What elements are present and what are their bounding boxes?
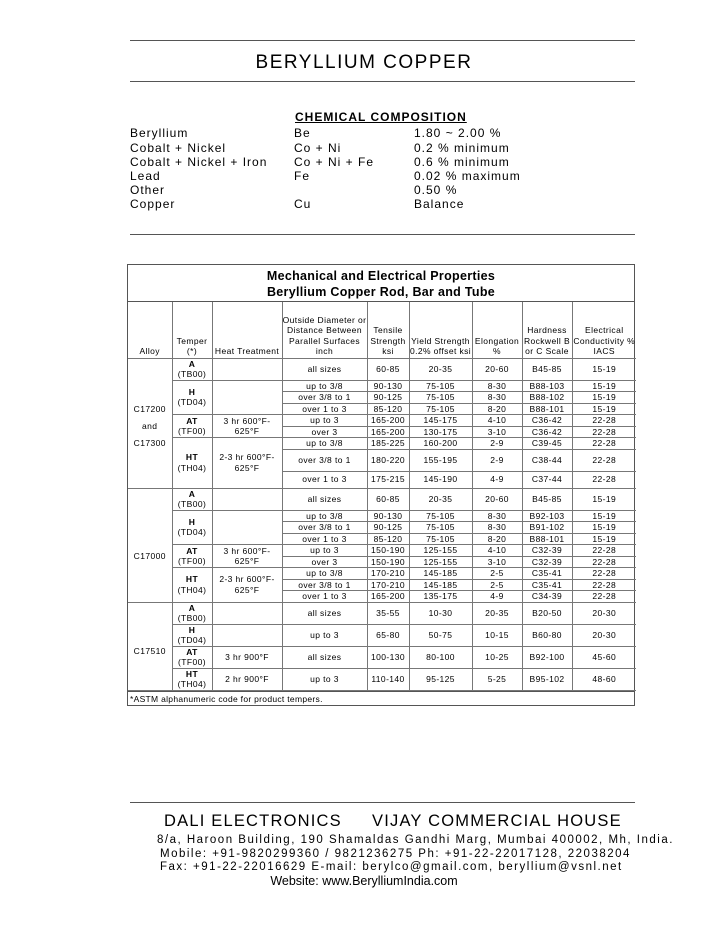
chem-element: Lead bbox=[130, 169, 161, 183]
chem-value: Balance bbox=[414, 197, 465, 211]
size-cell: all sizes bbox=[282, 602, 367, 624]
chem-symbol: Cu bbox=[294, 197, 312, 211]
alloy-label: and bbox=[128, 415, 172, 438]
alloy-cell bbox=[128, 579, 172, 591]
heat-cell: 2-3 hr 600°F-625°F bbox=[212, 438, 282, 489]
temper-cell bbox=[172, 510, 212, 545]
elongation-cell: 4-9 bbox=[472, 471, 522, 488]
hardness-cell: B45-85 bbox=[522, 358, 572, 380]
size-cell: all sizes bbox=[282, 358, 367, 380]
website-line: Website: www.BerylliumIndia.com bbox=[270, 874, 458, 888]
size-cell: up to 3 bbox=[282, 668, 367, 690]
tensile-cell: 85-120 bbox=[367, 403, 409, 415]
chem-element: Other bbox=[130, 183, 166, 197]
elongation-cell: 20-35 bbox=[472, 602, 522, 624]
chem-symbol: Co + Ni + Fe bbox=[294, 155, 375, 169]
size-cell: over 3 bbox=[282, 426, 367, 438]
temper-code: AT bbox=[186, 415, 198, 426]
table-row bbox=[128, 438, 636, 450]
yield-cell: 155-195 bbox=[409, 449, 472, 471]
elongation-cell: 8-20 bbox=[472, 403, 522, 415]
temper-astm: (TD04) bbox=[177, 635, 207, 645]
conductivity-cell: 15-19 bbox=[572, 533, 636, 545]
temper-cell bbox=[172, 646, 212, 668]
yield-cell: 20-35 bbox=[409, 358, 472, 380]
mechanical-title-line1: Mechanical and Electrical Properties bbox=[266, 269, 496, 283]
table-row bbox=[128, 358, 636, 380]
heat-cell: 3 hr 900°F bbox=[212, 646, 282, 668]
elongation-cell: 8-30 bbox=[472, 522, 522, 534]
table-row bbox=[128, 568, 636, 580]
temper-code: A bbox=[188, 358, 196, 369]
tensile-cell: 85-120 bbox=[367, 533, 409, 545]
chem-value: 0.50 % bbox=[414, 183, 458, 197]
table-footnote: *ASTM alphanumeric code for product tempers. bbox=[128, 691, 634, 705]
temper-astm: (TD04) bbox=[177, 397, 207, 408]
col-alloy: Alloy bbox=[128, 302, 172, 358]
conductivity-cell: 20-30 bbox=[572, 624, 636, 646]
chem-symbol: Be bbox=[294, 126, 311, 140]
temper-code: HT bbox=[185, 452, 199, 463]
elongation-cell: 8-30 bbox=[472, 392, 522, 404]
yield-cell: 20-35 bbox=[409, 488, 472, 510]
tensile-cell: 180-220 bbox=[367, 449, 409, 471]
yield-cell: 145-185 bbox=[409, 568, 472, 580]
hardness-cell: B88-102 bbox=[522, 392, 572, 404]
hardness-cell: C36-42 bbox=[522, 426, 572, 438]
conductivity-cell: 22-28 bbox=[572, 415, 636, 427]
hardness-cell: B88-101 bbox=[522, 403, 572, 415]
hardness-cell: B92-100 bbox=[522, 646, 572, 668]
elongation-cell: 4-10 bbox=[472, 545, 522, 557]
temper-astm: (TB00) bbox=[177, 613, 207, 623]
hardness-cell: B95-102 bbox=[522, 668, 572, 690]
size-cell: over 1 to 3 bbox=[282, 591, 367, 603]
heat-cell bbox=[212, 510, 282, 545]
heat-cell: 2-3 hr 600°F-625°F bbox=[212, 568, 282, 603]
col-tensile: Tensile Strength ksi bbox=[367, 302, 409, 358]
size-cell: up to 3/8 bbox=[282, 380, 367, 392]
yield-cell: 135-175 bbox=[409, 591, 472, 603]
tensile-cell: 150-190 bbox=[367, 556, 409, 568]
heat-cell bbox=[212, 358, 282, 380]
temper-cell bbox=[172, 602, 212, 624]
tensile-cell: 185-225 bbox=[367, 438, 409, 450]
temper-cell bbox=[172, 668, 212, 690]
chem-value: 0.2 % minimum bbox=[414, 141, 510, 155]
chemical-bottom-rule bbox=[130, 234, 635, 235]
elongation-cell: 20-60 bbox=[472, 358, 522, 380]
temper-cell bbox=[172, 380, 212, 415]
conductivity-cell: 22-28 bbox=[572, 545, 636, 557]
conductivity-cell: 20-30 bbox=[572, 602, 636, 624]
yield-cell: 75-105 bbox=[409, 522, 472, 534]
alloy-cell bbox=[128, 602, 172, 624]
tensile-cell: 60-85 bbox=[367, 358, 409, 380]
address-line: 8/a, Haroon Building, 190 Shamaldas Gandhi Marg, Mumbai 400002, Mh, India. bbox=[157, 834, 674, 846]
temper-astm: (TD04) bbox=[177, 527, 207, 538]
chem-element: Copper bbox=[130, 197, 176, 211]
size-cell: over 1 to 3 bbox=[282, 403, 367, 415]
temper-astm: (TH04) bbox=[177, 584, 207, 595]
hardness-cell: C35-41 bbox=[522, 568, 572, 580]
hardness-cell: B88-103 bbox=[522, 380, 572, 392]
conductivity-cell: 22-28 bbox=[572, 471, 636, 488]
temper-cell bbox=[172, 358, 212, 380]
temper-code: H bbox=[188, 386, 196, 397]
size-cell: over 3/8 to 1 bbox=[282, 449, 367, 471]
title-rule bbox=[130, 81, 635, 82]
temper-code: AT bbox=[186, 545, 198, 556]
yield-cell: 160-200 bbox=[409, 438, 472, 450]
elongation-cell: 4-10 bbox=[472, 415, 522, 427]
conductivity-cell: 15-19 bbox=[572, 403, 636, 415]
conductivity-cell: 15-19 bbox=[572, 522, 636, 534]
conductivity-cell: 15-19 bbox=[572, 488, 636, 510]
col-yield: Yield Strength 0.2% offset ksi bbox=[409, 302, 472, 358]
table-header-row bbox=[128, 302, 636, 358]
size-cell: over 1 to 3 bbox=[282, 533, 367, 545]
yield-cell: 50-75 bbox=[409, 624, 472, 646]
elongation-cell: 5-25 bbox=[472, 668, 522, 690]
tensile-cell: 170-210 bbox=[367, 568, 409, 580]
size-cell: over 3/8 to 1 bbox=[282, 579, 367, 591]
hardness-cell: C35-41 bbox=[522, 579, 572, 591]
phone-line: Mobile: +91-9820299360 / 9821236275 Ph: +91-22-22017128, 22038204 bbox=[160, 848, 631, 860]
table-row bbox=[128, 510, 636, 522]
size-cell: up to 3 bbox=[282, 545, 367, 557]
temper-cell bbox=[172, 438, 212, 489]
elongation-cell: 20-60 bbox=[472, 488, 522, 510]
conductivity-cell: 22-28 bbox=[572, 426, 636, 438]
chem-element: Cobalt + Nickel + Iron bbox=[130, 155, 268, 169]
table-row bbox=[128, 415, 636, 427]
elongation-cell: 8-20 bbox=[472, 533, 522, 545]
yield-cell: 145-185 bbox=[409, 579, 472, 591]
alloy-cell bbox=[128, 488, 172, 510]
size-cell: up to 3 bbox=[282, 624, 367, 646]
alloy-cell bbox=[128, 568, 172, 580]
alloy-cell bbox=[128, 449, 172, 471]
chem-value: 0.02 % maximum bbox=[414, 169, 521, 183]
yield-cell: 125-155 bbox=[409, 556, 472, 568]
page-title: BERYLLIUM COPPER bbox=[255, 52, 473, 73]
yield-cell: 75-105 bbox=[409, 392, 472, 404]
tensile-cell: 170-210 bbox=[367, 579, 409, 591]
conductivity-cell: 22-28 bbox=[572, 556, 636, 568]
conductivity-cell: 22-28 bbox=[572, 579, 636, 591]
temper-cell bbox=[172, 488, 212, 510]
conductivity-cell: 22-28 bbox=[572, 438, 636, 450]
elongation-cell: 2-5 bbox=[472, 568, 522, 580]
alloy-cell bbox=[128, 522, 172, 534]
temper-cell bbox=[172, 545, 212, 568]
chem-value: 0.6 % minimum bbox=[414, 155, 510, 169]
alloy-cell bbox=[128, 510, 172, 522]
hardness-cell: C36-42 bbox=[522, 415, 572, 427]
conductivity-cell: 22-28 bbox=[572, 568, 636, 580]
size-cell: up to 3 bbox=[282, 415, 367, 427]
alloy-cell bbox=[128, 533, 172, 545]
temper-code: A bbox=[188, 488, 196, 499]
col-elongation: Elongation % bbox=[472, 302, 522, 358]
table-row bbox=[128, 668, 636, 690]
elongation-cell: 8-30 bbox=[472, 510, 522, 522]
elongation-cell: 2-9 bbox=[472, 438, 522, 450]
temper-code: HT bbox=[185, 668, 199, 679]
alloy-cell bbox=[128, 471, 172, 488]
size-cell: up to 3/8 bbox=[282, 568, 367, 580]
yield-cell: 10-30 bbox=[409, 602, 472, 624]
alloy-cell bbox=[128, 668, 172, 690]
table-row bbox=[128, 380, 636, 392]
hardness-cell: C32-39 bbox=[522, 556, 572, 568]
yield-cell: 130-175 bbox=[409, 426, 472, 438]
chem-symbol: Co + Ni bbox=[294, 141, 342, 155]
elongation-cell: 10-15 bbox=[472, 624, 522, 646]
temper-astm: (TF00) bbox=[178, 556, 206, 566]
chem-element: Beryllium bbox=[130, 126, 189, 140]
tensile-cell: 165-200 bbox=[367, 591, 409, 603]
elongation-cell: 3-10 bbox=[472, 556, 522, 568]
tensile-cell: 65-80 bbox=[367, 624, 409, 646]
tensile-cell: 165-200 bbox=[367, 426, 409, 438]
yield-cell: 75-105 bbox=[409, 403, 472, 415]
tensile-cell: 150-190 bbox=[367, 545, 409, 557]
temper-code: HT bbox=[185, 574, 199, 585]
table-row bbox=[128, 545, 636, 557]
conductivity-cell: 22-28 bbox=[572, 449, 636, 471]
yield-cell: 145-190 bbox=[409, 471, 472, 488]
footer-rule bbox=[130, 802, 635, 803]
chem-element: Cobalt + Nickel bbox=[130, 141, 227, 155]
mechanical-properties-table bbox=[128, 302, 636, 691]
table-row bbox=[128, 624, 636, 646]
conductivity-cell: 15-19 bbox=[572, 510, 636, 522]
alloy-cell bbox=[128, 624, 172, 646]
yield-cell: 145-175 bbox=[409, 415, 472, 427]
chemical-composition-heading: CHEMICAL COMPOSITION bbox=[295, 110, 467, 124]
yield-cell: 75-105 bbox=[409, 533, 472, 545]
tensile-cell: 90-125 bbox=[367, 522, 409, 534]
hardness-cell: B45-85 bbox=[522, 488, 572, 510]
hardness-cell: C32-39 bbox=[522, 545, 572, 557]
alloy-label: C17200 bbox=[128, 403, 172, 415]
temper-code: H bbox=[188, 624, 196, 635]
chem-symbol: Fe bbox=[294, 169, 311, 183]
alloy-label: C17510 bbox=[128, 646, 172, 668]
tensile-cell: 60-85 bbox=[367, 488, 409, 510]
size-cell: all sizes bbox=[282, 646, 367, 668]
size-cell: all sizes bbox=[282, 488, 367, 510]
mechanical-title-line2: Beryllium Copper Rod, Bar and Tube bbox=[266, 285, 496, 299]
temper-astm: (TB00) bbox=[177, 369, 207, 379]
alloy-cell bbox=[128, 392, 172, 404]
chem-value: 1.80 ~ 2.00 % bbox=[414, 126, 502, 140]
tensile-cell: 100-130 bbox=[367, 646, 409, 668]
hardness-cell: C39-45 bbox=[522, 438, 572, 450]
heat-cell bbox=[212, 602, 282, 624]
conductivity-cell: 15-19 bbox=[572, 392, 636, 404]
alloy-label: C17000 bbox=[128, 545, 172, 568]
yield-cell: 80-100 bbox=[409, 646, 472, 668]
company-name-2: VIJAY COMMERCIAL HOUSE bbox=[372, 812, 622, 830]
tensile-cell: 110-140 bbox=[367, 668, 409, 690]
temper-cell bbox=[172, 568, 212, 603]
tensile-cell: 175-215 bbox=[367, 471, 409, 488]
temper-astm: (TB00) bbox=[177, 499, 207, 509]
col-heat-treatment: Heat Treatment bbox=[212, 302, 282, 358]
yield-cell: 75-105 bbox=[409, 510, 472, 522]
heat-cell bbox=[212, 380, 282, 415]
size-cell: up to 3/8 bbox=[282, 510, 367, 522]
alloy-cell bbox=[128, 591, 172, 603]
size-cell: over 3/8 to 1 bbox=[282, 392, 367, 404]
size-cell: over 1 to 3 bbox=[282, 471, 367, 488]
temper-astm: (TF00) bbox=[178, 426, 206, 436]
heat-cell: 3 hr 600°F-625°F bbox=[212, 415, 282, 438]
fax-email-line: Fax: +91-22-22016629 E-mail: berylco@gmail.com, beryllium@vsnl.net bbox=[160, 861, 623, 873]
tensile-cell: 90-125 bbox=[367, 392, 409, 404]
col-temper: Temper (*) bbox=[172, 302, 212, 358]
hardness-cell: B20-50 bbox=[522, 602, 572, 624]
conductivity-cell: 15-19 bbox=[572, 380, 636, 392]
col-hardness: Hardness Rockwell B or C Scale bbox=[522, 302, 572, 358]
temper-code: AT bbox=[186, 646, 198, 657]
size-cell: up to 3/8 bbox=[282, 438, 367, 450]
tensile-cell: 90-130 bbox=[367, 510, 409, 522]
yield-cell: 125-155 bbox=[409, 545, 472, 557]
hardness-cell: B60-80 bbox=[522, 624, 572, 646]
conductivity-cell: 22-28 bbox=[572, 591, 636, 603]
conductivity-cell: 48-60 bbox=[572, 668, 636, 690]
yield-cell: 75-105 bbox=[409, 380, 472, 392]
hardness-cell: C38-44 bbox=[522, 449, 572, 471]
size-cell: over 3 bbox=[282, 556, 367, 568]
conductivity-cell: 15-19 bbox=[572, 358, 636, 380]
table-row bbox=[128, 646, 636, 668]
alloy-label: C17300 bbox=[128, 438, 172, 450]
heat-cell bbox=[212, 488, 282, 510]
elongation-cell: 8-30 bbox=[472, 380, 522, 392]
yield-cell: 95-125 bbox=[409, 668, 472, 690]
temper-astm: (TH04) bbox=[177, 462, 207, 473]
top-rule bbox=[130, 40, 635, 41]
tensile-cell: 90-130 bbox=[367, 380, 409, 392]
temper-code: A bbox=[188, 602, 196, 613]
tensile-cell: 35-55 bbox=[367, 602, 409, 624]
table-row bbox=[128, 488, 636, 510]
size-cell: over 3/8 to 1 bbox=[282, 522, 367, 534]
mechanical-table-title bbox=[128, 265, 634, 302]
elongation-cell: 10-25 bbox=[472, 646, 522, 668]
col-size: Outside Diameter or Distance Between Parallel Surfaces inch bbox=[282, 302, 367, 358]
heat-cell bbox=[212, 624, 282, 646]
table-row bbox=[128, 602, 636, 624]
conductivity-cell: 45-60 bbox=[572, 646, 636, 668]
heat-cell: 3 hr 600°F-625°F bbox=[212, 545, 282, 568]
hardness-cell: B91-102 bbox=[522, 522, 572, 534]
elongation-cell: 2-5 bbox=[472, 579, 522, 591]
tensile-cell: 165-200 bbox=[367, 415, 409, 427]
elongation-cell: 3-10 bbox=[472, 426, 522, 438]
heat-cell: 2 hr 900°F bbox=[212, 668, 282, 690]
temper-astm: (TF00) bbox=[178, 657, 206, 667]
elongation-cell: 2-9 bbox=[472, 449, 522, 471]
col-conductivity: Electrical Conductivity % IACS bbox=[572, 302, 636, 358]
temper-cell bbox=[172, 624, 212, 646]
alloy-cell bbox=[128, 380, 172, 392]
hardness-cell: C37-44 bbox=[522, 471, 572, 488]
temper-code: H bbox=[188, 516, 196, 527]
alloy-cell bbox=[128, 358, 172, 380]
hardness-cell: B88-101 bbox=[522, 533, 572, 545]
temper-astm: (TH04) bbox=[177, 679, 207, 689]
hardness-cell: B92-103 bbox=[522, 510, 572, 522]
elongation-cell: 4-9 bbox=[472, 591, 522, 603]
temper-cell bbox=[172, 415, 212, 438]
company-name-1: DALI ELECTRONICS bbox=[164, 812, 342, 830]
hardness-cell: C34-39 bbox=[522, 591, 572, 603]
mechanical-properties-table-box bbox=[127, 264, 635, 706]
